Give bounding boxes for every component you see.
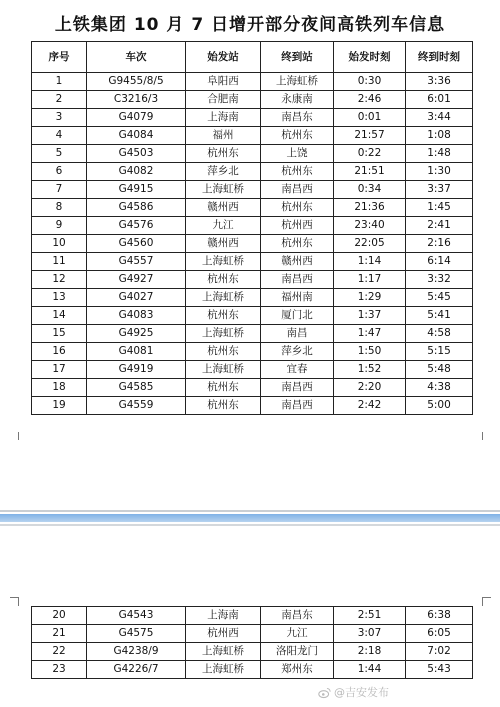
arrival-time-cell: 1:08: [406, 127, 473, 145]
arrival-time-cell: 1:48: [406, 145, 473, 163]
seq-cell: 19: [32, 397, 87, 415]
arrival-time-cell: 2:16: [406, 235, 473, 253]
seq-cell: 16: [32, 343, 87, 361]
weibo-icon: [318, 686, 331, 699]
table-row: [32, 643, 473, 661]
origin-station-cell: 萍乡北: [186, 163, 261, 181]
table-row: [32, 127, 473, 145]
departure-time-cell: 3:07: [334, 625, 406, 643]
destination-station-cell: 萍乡北: [261, 343, 334, 361]
table-row: [32, 307, 473, 325]
train-number-cell: G4576: [87, 217, 186, 235]
table-row: [32, 73, 473, 91]
seq-cell: 10: [32, 235, 87, 253]
header-origin-station: 始发站: [186, 42, 261, 73]
departure-time-cell: 21:36: [334, 199, 406, 217]
train-number-cell: G4575: [87, 625, 186, 643]
destination-station-cell: 南昌西: [261, 379, 334, 397]
table-row: [32, 361, 473, 379]
train-number-cell: G4079: [87, 109, 186, 127]
origin-station-cell: 上海虹桥: [186, 643, 261, 661]
table-row: [32, 661, 473, 679]
origin-station-cell: 上海虹桥: [186, 361, 261, 379]
origin-station-cell: 上海虹桥: [186, 289, 261, 307]
seq-cell: 15: [32, 325, 87, 343]
departure-time-cell: 2:42: [334, 397, 406, 415]
table-row: [32, 607, 473, 625]
train-number-cell: G4559: [87, 397, 186, 415]
arrival-time-cell: 6:14: [406, 253, 473, 271]
train-number-cell: G4503: [87, 145, 186, 163]
destination-station-cell: 洛阳龙门: [261, 643, 334, 661]
origin-station-cell: 上海虹桥: [186, 181, 261, 199]
seq-cell: 23: [32, 661, 87, 679]
arrival-time-cell: 5:43: [406, 661, 473, 679]
seq-cell: 2: [32, 91, 87, 109]
departure-time-cell: 1:17: [334, 271, 406, 289]
table-row: [32, 271, 473, 289]
arrival-time-cell: 5:48: [406, 361, 473, 379]
destination-station-cell: 杭州东: [261, 235, 334, 253]
origin-station-cell: 上海虹桥: [186, 661, 261, 679]
seq-cell: 14: [32, 307, 87, 325]
seq-cell: 7: [32, 181, 87, 199]
departure-time-cell: 1:50: [334, 343, 406, 361]
destination-station-cell: 赣州西: [261, 253, 334, 271]
train-number-cell: G4238/9: [87, 643, 186, 661]
destination-station-cell: 杭州东: [261, 163, 334, 181]
seq-cell: 13: [32, 289, 87, 307]
table-row: [32, 145, 473, 163]
table-row: [32, 163, 473, 181]
seq-cell: 1: [32, 73, 87, 91]
watermark: [318, 684, 389, 700]
origin-station-cell: 阜阳西: [186, 73, 261, 91]
origin-station-cell: 九江: [186, 217, 261, 235]
departure-time-cell: 23:40: [334, 217, 406, 235]
origin-station-cell: 上海南: [186, 109, 261, 127]
arrival-time-cell: 1:45: [406, 199, 473, 217]
table-row: [32, 235, 473, 253]
train-number-cell: G4082: [87, 163, 186, 181]
departure-time-cell: 1:52: [334, 361, 406, 379]
arrival-time-cell: 3:32: [406, 271, 473, 289]
header-arrival-time: 终到时刻: [406, 42, 473, 73]
destination-station-cell: 福州南: [261, 289, 334, 307]
arrival-time-cell: 3:37: [406, 181, 473, 199]
table-row: [32, 181, 473, 199]
table-row: [32, 397, 473, 415]
origin-station-cell: 杭州东: [186, 343, 261, 361]
seq-cell: 5: [32, 145, 87, 163]
train-number-cell: G9455/8/5: [87, 73, 186, 91]
train-number-cell: G4543: [87, 607, 186, 625]
arrival-time-cell: 6:38: [406, 607, 473, 625]
table-row: [32, 289, 473, 307]
departure-time-cell: 1:37: [334, 307, 406, 325]
arrival-time-cell: 5:45: [406, 289, 473, 307]
train-number-cell: G4027: [87, 289, 186, 307]
departure-time-cell: 2:46: [334, 91, 406, 109]
train-number-cell: C3216/3: [87, 91, 186, 109]
train-number-cell: G4226/7: [87, 661, 186, 679]
arrival-time-cell: 6:01: [406, 91, 473, 109]
header-destination-station: 终到站: [261, 42, 334, 73]
arrival-time-cell: 2:41: [406, 217, 473, 235]
destination-station-cell: 郑州东: [261, 661, 334, 679]
document-title: 上铁集团 10 月 7 日增开部分夜间高铁列车信息: [54, 15, 446, 35]
departure-time-cell: 22:05: [334, 235, 406, 253]
page-corner-mark: [10, 597, 19, 606]
seq-cell: 3: [32, 109, 87, 127]
table-row: [32, 343, 473, 361]
table-row: [32, 625, 473, 643]
table-header-row: [32, 42, 473, 73]
table-row: [32, 325, 473, 343]
seq-cell: 4: [32, 127, 87, 145]
seq-cell: 18: [32, 379, 87, 397]
train-number-cell: G4927: [87, 271, 186, 289]
table-row: [32, 379, 473, 397]
header-departure-time: 始发时刻: [334, 42, 406, 73]
departure-time-cell: 1:44: [334, 661, 406, 679]
origin-station-cell: 杭州西: [186, 625, 261, 643]
table-row: [32, 253, 473, 271]
train-number-cell: G4915: [87, 181, 186, 199]
origin-station-cell: 杭州东: [186, 397, 261, 415]
destination-station-cell: 杭州东: [261, 127, 334, 145]
departure-time-cell: 2:51: [334, 607, 406, 625]
table-row: [32, 199, 473, 217]
origin-station-cell: 杭州东: [186, 379, 261, 397]
seq-cell: 21: [32, 625, 87, 643]
destination-station-cell: 上海虹桥: [261, 73, 334, 91]
departure-time-cell: 21:57: [334, 127, 406, 145]
page-separator-accent: [0, 514, 500, 522]
train-schedule-table-continued: [31, 606, 473, 679]
page-separator: [0, 524, 500, 526]
train-number-cell: G4925: [87, 325, 186, 343]
train-number-cell: G4557: [87, 253, 186, 271]
table-body-page-2: [32, 607, 473, 679]
origin-station-cell: 杭州东: [186, 145, 261, 163]
departure-time-cell: 2:20: [334, 379, 406, 397]
seq-cell: 17: [32, 361, 87, 379]
arrival-time-cell: 7:02: [406, 643, 473, 661]
departure-time-cell: 2:18: [334, 643, 406, 661]
destination-station-cell: 永康南: [261, 91, 334, 109]
train-number-cell: G4084: [87, 127, 186, 145]
origin-station-cell: 赣州西: [186, 235, 261, 253]
destination-station-cell: 南昌西: [261, 271, 334, 289]
origin-station-cell: 福州: [186, 127, 261, 145]
seq-cell: 20: [32, 607, 87, 625]
departure-time-cell: 1:29: [334, 289, 406, 307]
departure-time-cell: 1:14: [334, 253, 406, 271]
origin-station-cell: 合肥南: [186, 91, 261, 109]
destination-station-cell: 厦门北: [261, 307, 334, 325]
origin-station-cell: 赣州西: [186, 199, 261, 217]
seq-cell: 6: [32, 163, 87, 181]
header-seq: 序号: [32, 42, 87, 73]
seq-cell: 8: [32, 199, 87, 217]
destination-station-cell: 宜春: [261, 361, 334, 379]
page-separator: [0, 510, 500, 512]
seq-cell: 9: [32, 217, 87, 235]
train-number-cell: G4560: [87, 235, 186, 253]
departure-time-cell: 0:30: [334, 73, 406, 91]
arrival-time-cell: 6:05: [406, 625, 473, 643]
departure-time-cell: 21:51: [334, 163, 406, 181]
train-number-cell: G4083: [87, 307, 186, 325]
train-number-cell: G4586: [87, 199, 186, 217]
departure-time-cell: 0:22: [334, 145, 406, 163]
destination-station-cell: 南昌西: [261, 181, 334, 199]
destination-station-cell: 南昌西: [261, 397, 334, 415]
destination-station-cell: 南昌东: [261, 109, 334, 127]
origin-station-cell: 杭州东: [186, 271, 261, 289]
train-number-cell: G4081: [87, 343, 186, 361]
arrival-time-cell: 4:58: [406, 325, 473, 343]
arrival-time-cell: 5:41: [406, 307, 473, 325]
destination-station-cell: 杭州西: [261, 217, 334, 235]
table-row: [32, 217, 473, 235]
table-row: [32, 109, 473, 127]
departure-time-cell: 1:47: [334, 325, 406, 343]
table-row: [32, 91, 473, 109]
watermark-text: @吉安发布: [334, 686, 389, 699]
arrival-time-cell: 5:00: [406, 397, 473, 415]
train-number-cell: G4919: [87, 361, 186, 379]
destination-station-cell: 杭州东: [261, 199, 334, 217]
departure-time-cell: 0:01: [334, 109, 406, 127]
seq-cell: 11: [32, 253, 87, 271]
page-corner-mark: [482, 597, 491, 606]
seq-cell: 22: [32, 643, 87, 661]
arrival-time-cell: 1:30: [406, 163, 473, 181]
train-schedule-table: [31, 41, 473, 415]
departure-time-cell: 0:34: [334, 181, 406, 199]
arrival-time-cell: 5:15: [406, 343, 473, 361]
destination-station-cell: 南昌: [261, 325, 334, 343]
destination-station-cell: 上饶: [261, 145, 334, 163]
arrival-time-cell: 3:36: [406, 73, 473, 91]
origin-station-cell: 上海南: [186, 607, 261, 625]
arrival-time-cell: 4:38: [406, 379, 473, 397]
header-train-number: 车次: [87, 42, 186, 73]
origin-station-cell: 杭州东: [186, 307, 261, 325]
destination-station-cell: 九江: [261, 625, 334, 643]
seq-cell: 12: [32, 271, 87, 289]
destination-station-cell: 南昌东: [261, 607, 334, 625]
origin-station-cell: 上海虹桥: [186, 325, 261, 343]
arrival-time-cell: 3:44: [406, 109, 473, 127]
origin-station-cell: 上海虹桥: [186, 253, 261, 271]
train-number-cell: G4585: [87, 379, 186, 397]
table-body-page-1: [32, 73, 473, 415]
